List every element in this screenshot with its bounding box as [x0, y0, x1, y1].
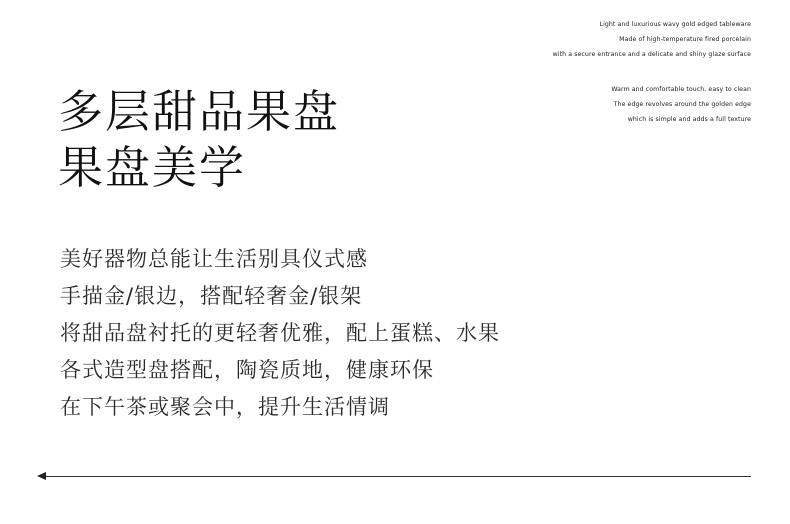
english-note-line: Made of high-temperature fired porcelain — [619, 36, 751, 43]
description — [60, 241, 500, 426]
english-note-line: with a secure entrance and a delicate and shiny glaze surface — [552, 51, 751, 58]
english-note-line: Warm and comfortable touch, easy to clean — [611, 86, 751, 93]
description-line: 在下午茶或聚会中，提升生活情调 — [60, 395, 390, 419]
description-line: 美好器物总能让生活别具仪式感 — [60, 247, 368, 271]
description-line: 各式造型盘搭配，陶瓷质地，健康环保 — [60, 358, 434, 382]
english-note-line: The edge revolves around the golden edge — [613, 101, 751, 108]
page-title — [58, 84, 340, 196]
title-line-1: 多层甜品果盘 — [58, 85, 341, 138]
english-note-line: which is simple and adds a full texture — [627, 116, 751, 123]
english-notes-block-1 — [553, 17, 751, 62]
english-note-line: Light and luxurious wavy gold edged tableware — [599, 21, 751, 28]
arrow-left-icon — [37, 472, 46, 480]
description-line: 手描金/银边，搭配轻奢金/银架 — [60, 284, 363, 308]
description-line: 将甜品盘衬托的更轻奢优雅，配上蛋糕、水果 — [60, 321, 500, 345]
english-notes-block-2 — [553, 82, 751, 127]
footer-divider — [40, 476, 751, 477]
english-notes — [553, 17, 751, 147]
title-line-2: 果盘美学 — [58, 141, 247, 194]
